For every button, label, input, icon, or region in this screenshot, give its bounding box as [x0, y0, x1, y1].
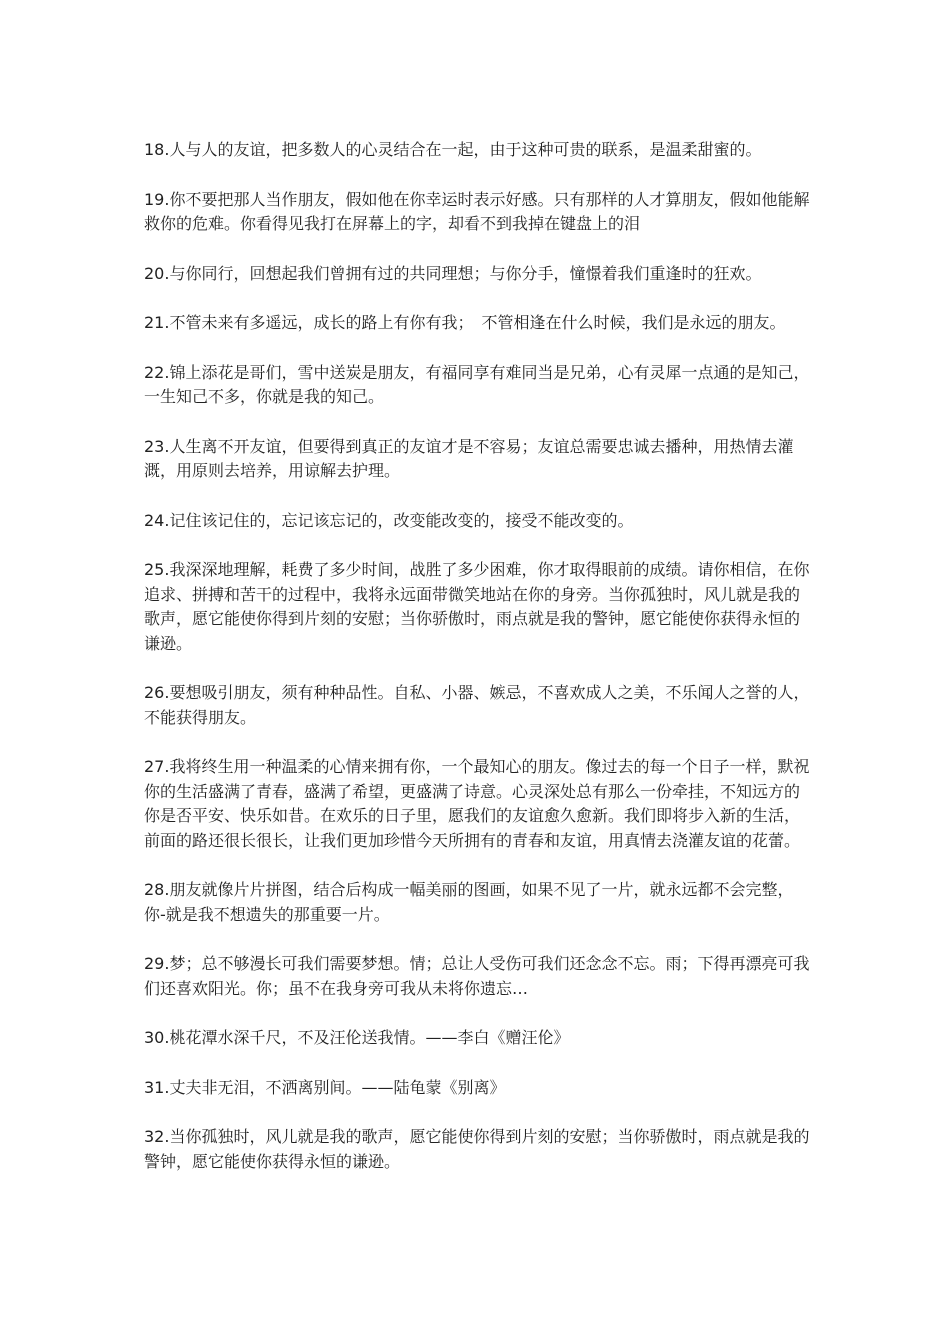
- paragraph-22: 22.锦上添花是哥们，雪中送炭是朋友，有福同享有难同当是兄弟，心有灵犀一点通的是知己，一生知己不多，你就是我的知己。: [144, 362, 810, 406]
- paragraph-18: 18.人与人的友谊，把多数人的心灵结合在一起，由于这种可贵的联系，是温柔甜蜜的。: [144, 140, 762, 159]
- document-body: [144, 138, 814, 1199]
- paragraph-29: 29.梦；总不够漫长可我们需要梦想。情；总让人受伤可我们还念念不忘。雨；下得再漂亮可我们还喜欢阳光。你；虽不在我身旁可我从未将你遗忘…: [144, 954, 810, 998]
- paragraph-32: 32.当你孤独时，风儿就是我的歌声，愿它能使你得到片刻的安慰；当你骄傲时，雨点就是我的警钟，愿它能使你获得永恒的谦逊。: [144, 1127, 810, 1171]
- paragraph-21: 21.不管未来有多遥远，成长的路上有你有我； 不管相逢在什么时候，我们是永远的朋友。: [144, 313, 786, 332]
- paragraph-20: 20.与你同行，回想起我们曾拥有过的共同理想；与你分手，憧憬着我们重逢时的狂欢。: [144, 263, 762, 283]
- paragraph-30: 30.桃花潭水深千尺，不及汪伦送我情。——李白《赠汪伦》: [144, 1028, 570, 1047]
- paragraph-23: 23.人生离不开友谊，但要得到真正的友谊才是不容易；友谊总需要忠诚去播种，用热情去灌溉，用原则去培养，用谅解去护理。: [144, 436, 794, 480]
- paragraph-26: 26.要想吸引朋友，须有种种品性。自私、小器、嫉忌，不喜欢成人之美，不乐闻人之誉的人，不能获得朋友。: [144, 683, 810, 727]
- paragraph-31: 31.丈夫非无泪，不洒离别间。——陆龟蒙《别离》: [144, 1077, 506, 1097]
- paragraph-19: 19.你不要把那人当作朋友，假如他在你幸运时表示好感。只有那样的人才算朋友，假如他能解救你的危难。你看得见我打在屏幕上的字，却看不到我掉在键盘上的泪: [144, 189, 810, 233]
- paragraph-24: 24.记住该记住的，忘记该忘记的，改变能改变的，接受不能改变的。: [144, 510, 634, 530]
- paragraph-25: 25.我深深地理解，耗费了多少时间，战胜了多少困难，你才取得眼前的成绩。请你相信，在你追求、拼搏和苦干的过程中，我将永远面带微笑地站在你的身旁。当你孤独时，风儿就是我的歌声，愿它能使你得到片刻的安慰；当你骄傲时，雨点就是我的警钟，愿它能使你获得永恒的谦逊。: [144, 560, 810, 653]
- paragraph-28: 28.朋友就像片片拼图，结合后构成一幅美丽的图画，如果不见了一片，就永远都不会完整，你-就是我不想遗失的那重要一片。: [144, 880, 794, 924]
- paragraph-27: 27.我将终生用一种温柔的心情来拥有你，一个最知心的朋友。像过去的每一个日子一样，默祝你的生活盛满了青春，盛满了希望，更盛满了诗意。心灵深处总有那么一份牵挂，不知远方的你是否平安、快乐如昔。在欢乐的日子里，愿我们的友谊愈久愈新。我们即将步入新的生活，前面的路还很长很长，让我们更加珍惜今天所拥有的青春和友谊，用真情去浇灌友谊的花蕾。: [144, 757, 810, 850]
